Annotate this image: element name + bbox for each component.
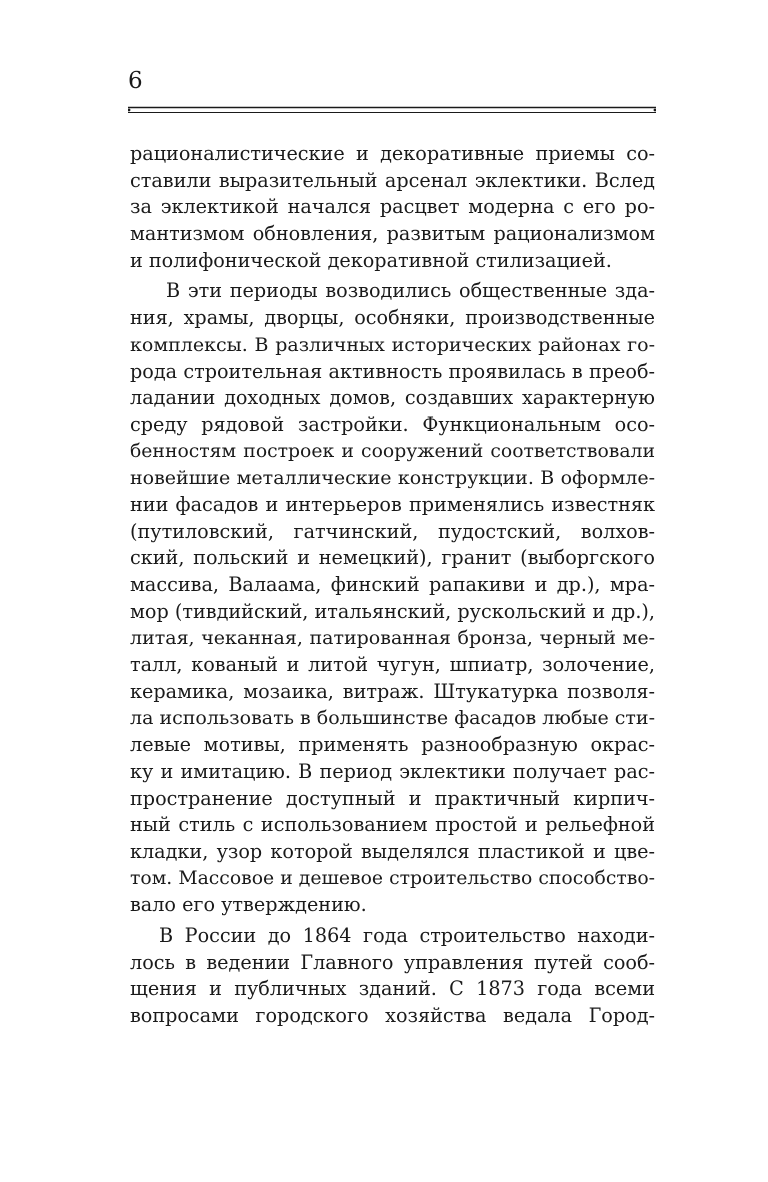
text-line: (путиловский, гатчинский, пудостский, волхов-: [130, 519, 655, 543]
page-number: 6: [128, 68, 143, 94]
text-line: щения и публичных зданий. С 1873 года всеми: [130, 977, 655, 1001]
text-line: ставили выразительный арсенал эклектики. Вслед: [130, 168, 655, 192]
text-line: комплексы. В различных исторических районах го-: [130, 333, 655, 356]
text-line: том. Массовое и дешевое строительство способство-: [130, 867, 655, 889]
text-line: талл, кованый и литой чугун, шпиатр, золочение,: [130, 653, 655, 677]
text-line: ный стиль с использованием простой и рельефной: [130, 813, 655, 837]
paragraph-1: [130, 141, 655, 274]
text-line: новейшие металлические конструкции. В оформле-: [130, 467, 655, 490]
text-line: рационалистические и декоративные приемы со-: [130, 142, 655, 165]
text-line: В России до 1864 года строительство находи-: [159, 923, 655, 947]
text-line: ку и имитацию. В период эклектики получает рас-: [130, 759, 655, 783]
text-line: вало его утверждению.: [130, 893, 367, 917]
text-line: ния, храмы, дворцы, особняки, производственные: [130, 306, 655, 330]
text-line: лось в ведении Главного управления путей сооб-: [130, 950, 655, 974]
text-line: керамика, мозаика, витраж. Штукатурка позволя-: [130, 679, 655, 703]
text-line: бенностям построек и сооружений соответствовали: [130, 440, 655, 462]
paragraph-2: [130, 278, 655, 919]
text-line: массива, Валаама, финский рапакиви и др.), мра-: [130, 573, 655, 596]
text-line: ла использовать в большинстве фасадов любые сти-: [130, 707, 655, 730]
text-line: ский, польский и немецкий), гранит (выборгского: [130, 546, 655, 570]
text-line: среду рядовой застройки. Функциональным осо-: [130, 412, 655, 436]
text-line: мор (тивдийский, итальянский, рускольский и др.),: [130, 599, 655, 623]
paragraph-3: [130, 923, 655, 1030]
text-line: нии фасадов и интерьеров применялись известняк: [130, 492, 655, 516]
text-line: литая, чеканная, патированная бронза, черный ме-: [130, 627, 655, 650]
text-line: левые мотивы, применять разнообразную окрас-: [130, 733, 655, 757]
header-rule: [128, 106, 656, 114]
text-line: рода строительная активность проявилась в преоб-: [130, 359, 655, 383]
text-line: вопросами городского хозяйства ведала Город-: [130, 1004, 655, 1027]
text-line: за эклектикой начался расцвет модерна с его ро-: [130, 195, 655, 219]
text-line: и полифонической декоративной стилизацией.: [130, 248, 612, 272]
text-line: В эти периоды возводились общественные зда-: [166, 279, 655, 303]
text-line: кладки, узор которой выделялся пластикой и цве-: [130, 839, 655, 863]
text-line: ладании доходных домов, создавших характерную: [130, 386, 655, 410]
body-text: [130, 141, 655, 1030]
text-line: мантизмом обновления, развитым рационализмом: [130, 222, 655, 246]
text-line: пространение доступный и практичный кирпич-: [130, 786, 655, 810]
